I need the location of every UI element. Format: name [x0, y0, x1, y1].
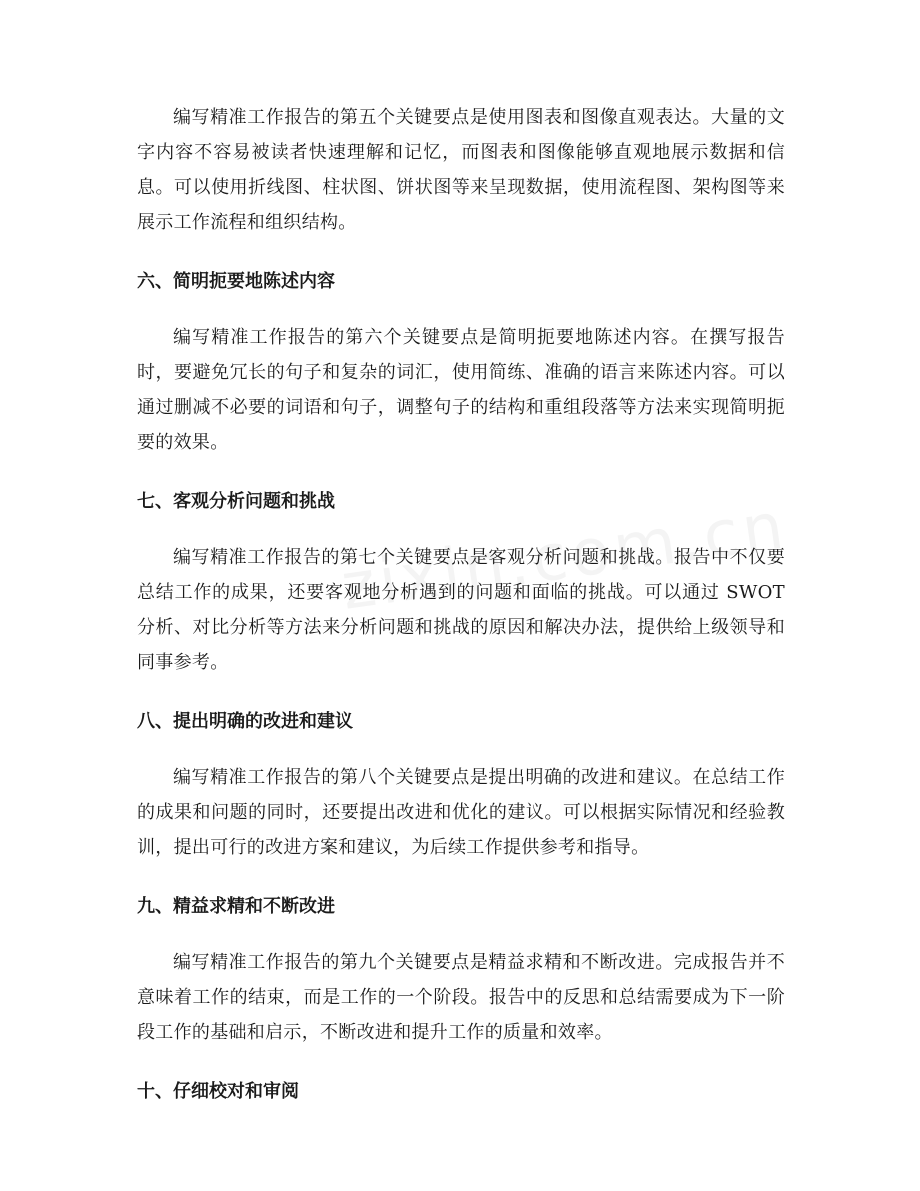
heading-section-8: 八、提出明确的改进和建议 — [137, 711, 353, 732]
paragraph-section-6: 编写精准工作报告的第六个关键要点是简明扼要地陈述内容。在撰写报告时，要避免冗长的句子和复杂的词汇，使用简练、准确的语言来陈述内容。可以通过删减不必要的词语和句子，调整句子的结构和重组段落等方法来实现简明扼要的效果。 — [137, 327, 785, 453]
paragraph-section-7: 编写精准工作报告的第七个关键要点是客观分析问题和挑战。报告中不仅要总结工作的成果，还要客观地分析遇到的问题和面临的挑战。可以通过 SWOT 分析、对比分析等方法来分析问题和挑战的原因和解决办法，提供给上级领导和同事参考。 — [137, 547, 785, 673]
paragraph-section-9: 编写精准工作报告的第九个关键要点是精益求精和不断改进。完成报告并不意味着工作的结束，而是工作的一个阶段。报告中的反思和总结需要成为下一阶段工作的基础和启示，不断改进和提升工作的质量和效率。 — [137, 952, 785, 1043]
heading-section-6: 六、简明扼要地陈述内容 — [137, 271, 335, 292]
paragraph-section-8: 编写精准工作报告的第八个关键要点是提出明确的改进和建议。在总结工作的成果和问题的同时，还要提出改进和优化的建议。可以根据实际情况和经验教训，提出可行的改进方案和建议，为后续工作提供参考和指导。 — [137, 767, 785, 858]
document-body — [137, 100, 785, 1104]
heading-section-7: 七、客观分析问题和挑战 — [137, 491, 335, 512]
paragraph-section-5: 编写精准工作报告的第五个关键要点是使用图表和图像直观表达。大量的文字内容不容易被读者快速理解和记忆，而图表和图像能够直观地展示数据和信息。可以使用折线图、柱状图、饼状图等来呈现数据，使用流程图、架构图等来展示工作流程和组织结构。 — [137, 107, 785, 233]
heading-section-10: 十、仔细校对和审阅 — [137, 1081, 299, 1102]
heading-section-9: 九、精益求精和不断改进 — [137, 896, 335, 917]
